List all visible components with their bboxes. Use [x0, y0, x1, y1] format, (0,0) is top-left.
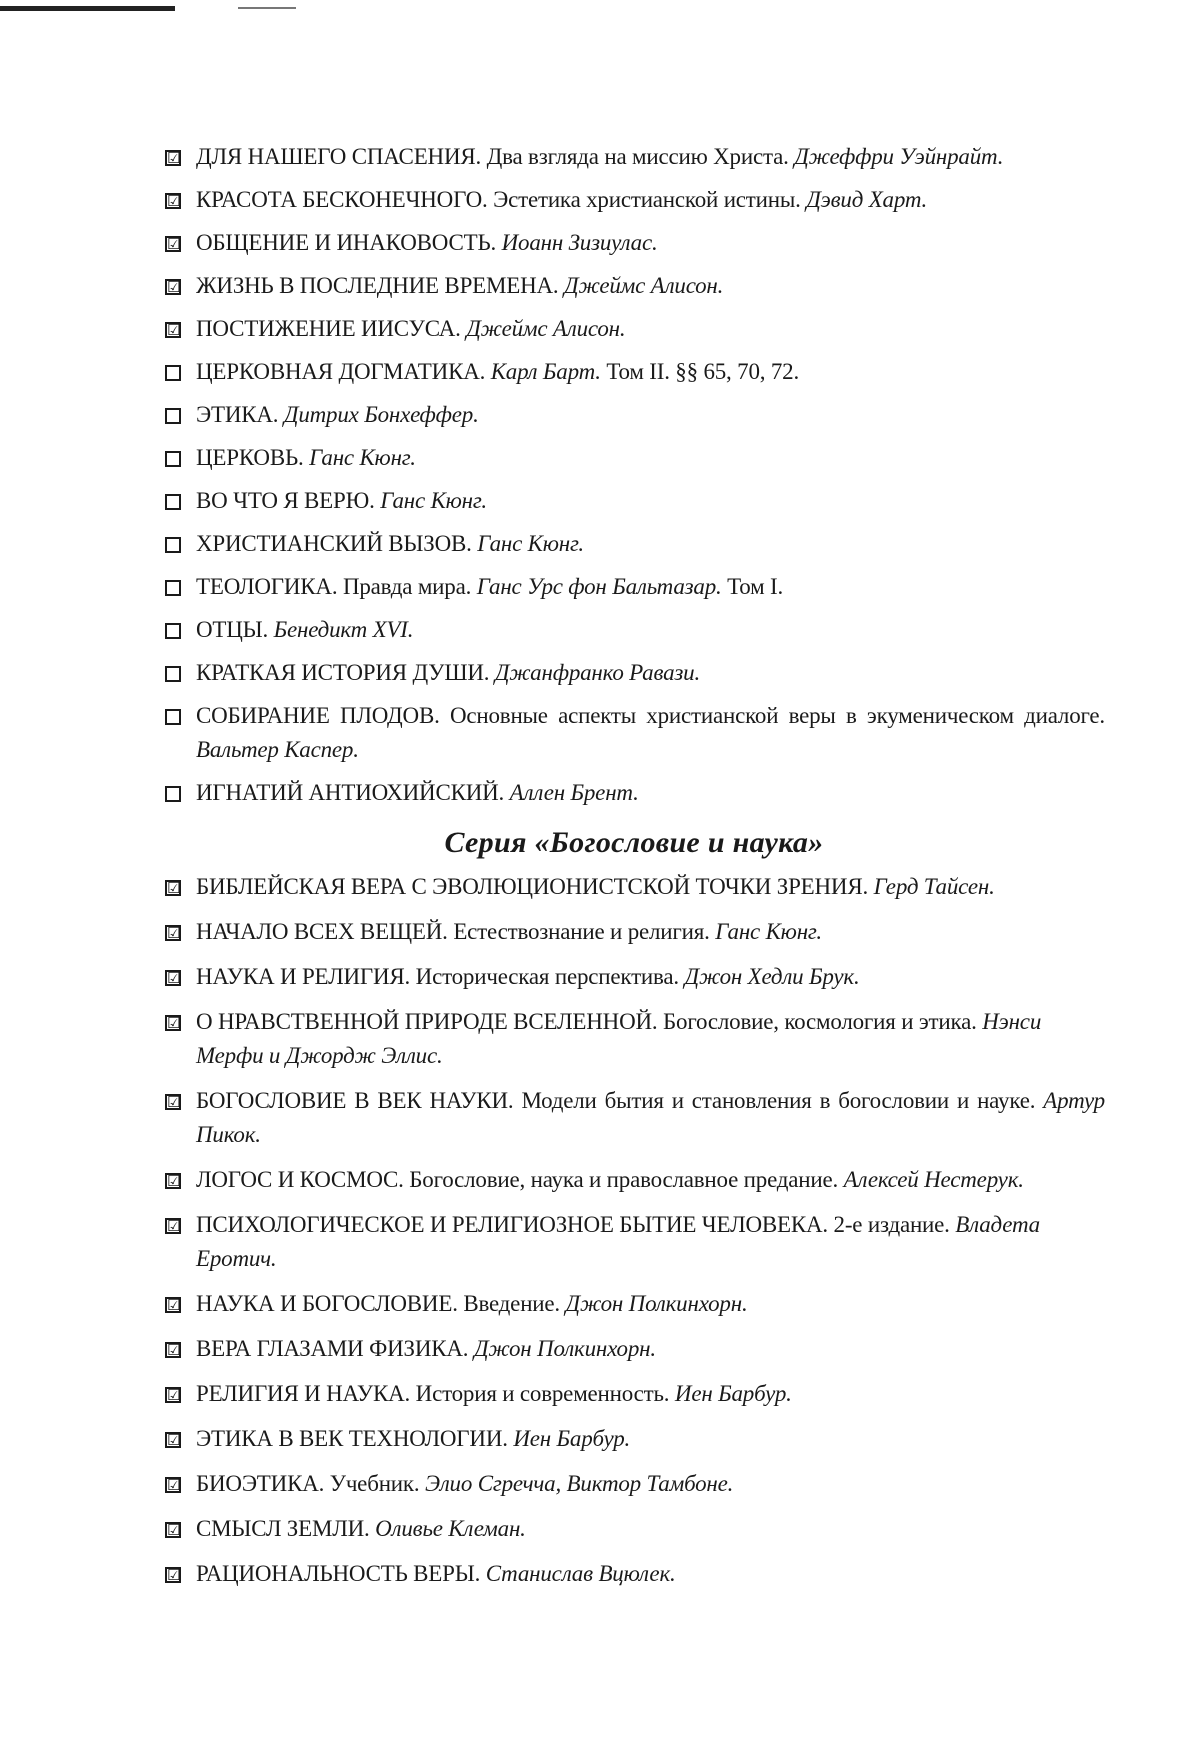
book-entry: [163, 398, 1105, 432]
book-author: Дитрих Бонхеффер.: [283, 402, 479, 427]
book-entry: [163, 1208, 1105, 1276]
book-author: Ганс Кюнг.: [715, 919, 822, 944]
book-author: Дэвид Харт.: [806, 187, 928, 212]
book-title: БИБЛЕЙСКАЯ ВЕРА С ЭВОЛЮЦИОНИСТСКОЙ ТОЧКИ ЗРЕНИЯ.: [196, 874, 869, 899]
book-title: ТЕОЛОГИКА.: [196, 574, 338, 599]
book-entry: [163, 1332, 1105, 1366]
book-entry: [163, 269, 1105, 303]
book-author: Аллен Брент.: [509, 780, 639, 805]
book-author: Иоанн Зизиулас.: [501, 230, 658, 255]
book-author: Иен Барбур.: [513, 1426, 631, 1451]
book-subtitle: Богословие, наука и православное предание.: [409, 1167, 839, 1192]
book-author: Ганс Кюнг.: [477, 531, 584, 556]
book-subtitle: Введение.: [463, 1291, 560, 1316]
book-entry: [163, 1512, 1105, 1546]
checked-box-icon: ☑: [167, 1014, 181, 1032]
book-title: ЖИЗНЬ В ПОСЛЕДНИЕ ВРЕМЕНА.: [196, 273, 559, 298]
scan-edge-mark: [0, 6, 175, 11]
book-title: О НРАВСТВЕННОЙ ПРИРОДЕ ВСЕЛЕННОЙ.: [196, 1009, 658, 1034]
book-title: ПСИХОЛОГИЧЕСКОЕ И РЕЛИГИОЗНОЕ БЫТИЕ ЧЕЛОВЕКА.: [196, 1212, 828, 1237]
book-entry: [163, 915, 1105, 949]
empty-box-icon: [165, 580, 181, 596]
book-title: ЭТИКА.: [196, 402, 279, 427]
book-title: СМЫСЛ ЗЕМЛИ.: [196, 1516, 370, 1541]
book-entry: [163, 1084, 1105, 1152]
book-title: КРАСОТА БЕСКОНЕЧНОГО.: [196, 187, 488, 212]
empty-box-icon: [165, 365, 181, 381]
empty-box-icon: [165, 494, 181, 510]
book-subtitle: Правда мира.: [342, 574, 472, 599]
empty-box-icon: [165, 537, 181, 553]
book-title: ПОСТИЖЕНИЕ ИИСУСА.: [196, 316, 461, 341]
book-subtitle: Богословие, космология и этика.: [663, 1009, 977, 1034]
empty-box-icon: [165, 451, 181, 467]
book-entry: [163, 312, 1105, 346]
checked-box-icon: ☑: [167, 1476, 181, 1494]
checked-box-icon: ☑: [167, 1386, 181, 1404]
book-author: Станислав Вцюлек.: [485, 1561, 676, 1586]
book-author: Карл Барт.: [490, 359, 601, 384]
book-entry: [163, 183, 1105, 217]
book-author: Бенедикт XVI.: [273, 617, 414, 642]
book-author: Иен Барбур.: [674, 1381, 792, 1406]
book-title: РАЦИОНАЛЬНОСТЬ ВЕРЫ.: [196, 1561, 481, 1586]
book-author: Ганс Урс фон Бальтазар.: [476, 574, 722, 599]
checked-box-icon: ☑: [167, 321, 181, 339]
book-title: ЦЕРКОВЬ.: [196, 445, 304, 470]
book-author: Ганс Кюнг.: [380, 488, 487, 513]
book-subtitle: Модели бытия и становления в богословии и науке.: [521, 1088, 1036, 1113]
book-entry: [163, 1005, 1105, 1073]
empty-box-icon: [165, 709, 181, 725]
checked-box-icon: ☑: [167, 1172, 181, 1190]
checked-box-icon: ☑: [167, 924, 181, 942]
checked-box-icon: ☑: [167, 879, 181, 897]
book-subtitle: Учебник.: [329, 1471, 420, 1496]
book-volume-info: Том II. §§ 65, 70, 72.: [606, 359, 799, 384]
book-title: ОТЦЫ.: [196, 617, 269, 642]
book-title: ХРИСТИАНСКИЙ ВЫЗОВ.: [196, 531, 472, 556]
book-entry: [163, 1377, 1105, 1411]
book-author: Вальтер Каспер.: [196, 737, 359, 762]
book-entry: [163, 484, 1105, 518]
book-entry: [163, 776, 1105, 810]
book-author: Джон Полкинхорн.: [473, 1336, 656, 1361]
book-entry: [163, 960, 1105, 994]
book-subtitle: Основные аспекты христианской веры в экуменическом диалоге.: [449, 703, 1105, 728]
book-title: НАЧАЛО ВСЕХ ВЕЩЕЙ.: [196, 919, 448, 944]
book-author: Ганс Кюнг.: [309, 445, 416, 470]
checked-box-icon: ☑: [167, 149, 181, 167]
book-entry: [163, 140, 1105, 174]
book-title: ЭТИКА В ВЕК ТЕХНОЛОГИИ.: [196, 1426, 508, 1451]
book-subtitle: 2-е издание.: [833, 1212, 950, 1237]
book-author: Джон Полкинхорн.: [565, 1291, 748, 1316]
book-author: Нэнси Мерфи и Джордж Эллис.: [196, 1009, 1042, 1068]
book-entry: [163, 1287, 1105, 1321]
book-entry: [163, 1467, 1105, 1501]
checked-box-icon: ☑: [167, 969, 181, 987]
book-title: СОБИРАНИЕ ПЛОДОВ.: [196, 703, 440, 728]
checked-box-icon: ☑: [167, 1566, 181, 1584]
book-author: Оливье Клеман.: [375, 1516, 526, 1541]
checked-box-icon: ☑: [167, 1431, 181, 1449]
book-title: РЕЛИГИЯ И НАУКА.: [196, 1381, 411, 1406]
book-title: НАУКА И БОГОСЛОВИЕ.: [196, 1291, 458, 1316]
book-title: ЛОГОС И КОСМОС.: [196, 1167, 404, 1192]
book-author: Элио Сгречча, Виктор Тамбоне.: [425, 1471, 734, 1496]
book-title: НАУКА И РЕЛИГИЯ.: [196, 964, 411, 989]
book-entry: [163, 1557, 1105, 1591]
checked-box-icon: ☑: [167, 1217, 181, 1235]
book-entry: [163, 441, 1105, 475]
checked-box-icon: ☑: [167, 1296, 181, 1314]
empty-box-icon: [165, 623, 181, 639]
book-volume-info: Том I.: [727, 574, 784, 599]
book-entry: [163, 355, 1105, 389]
book-title: БОГОСЛОВИЕ В ВЕК НАУКИ.: [196, 1088, 514, 1113]
book-entry: [163, 226, 1105, 260]
book-author: Джеймс Алисон.: [466, 316, 626, 341]
book-author: Джеффри Уэйнрайт.: [794, 144, 1004, 169]
book-author: Владета Еротич.: [196, 1212, 1040, 1271]
book-list-main: [163, 140, 1105, 810]
book-title: КРАТКАЯ ИСТОРИЯ ДУШИ.: [196, 660, 490, 685]
book-title: ДЛЯ НАШЕГО СПАСЕНИЯ.: [196, 144, 482, 169]
book-author: Джон Хедли Брук.: [684, 964, 860, 989]
book-list-theology-science: [163, 870, 1105, 1591]
book-catalog-page: [163, 140, 1105, 1602]
book-subtitle: Естествознание и религия.: [453, 919, 710, 944]
book-entry: [163, 527, 1105, 561]
book-subtitle: Эстетика христианской истины.: [493, 187, 801, 212]
empty-box-icon: [165, 666, 181, 682]
book-author: Джанфранко Равази.: [494, 660, 700, 685]
book-title: БИОЭТИКА.: [196, 1471, 325, 1496]
empty-box-icon: [165, 786, 181, 802]
checked-box-icon: ☑: [167, 192, 181, 210]
checked-box-icon: ☑: [167, 1521, 181, 1539]
book-subtitle: История и современность.: [415, 1381, 670, 1406]
book-entry: [163, 656, 1105, 690]
book-author: Артур Пикок.: [196, 1088, 1105, 1147]
checked-box-icon: ☑: [167, 235, 181, 253]
book-author: Джеймс Алисон.: [564, 273, 724, 298]
book-title: ВЕРА ГЛАЗАМИ ФИЗИКА.: [196, 1336, 469, 1361]
book-author: Герд Тайсен.: [873, 874, 995, 899]
series-heading: Серия «Богословие и наука»: [444, 826, 824, 859]
book-entry: [163, 1422, 1105, 1456]
checked-box-icon: ☑: [167, 1341, 181, 1359]
book-entry: [163, 570, 1105, 604]
book-entry: [163, 613, 1105, 647]
empty-box-icon: [165, 408, 181, 424]
scan-edge-mark-secondary: [238, 7, 296, 9]
checked-box-icon: ☑: [167, 278, 181, 296]
book-title: ОБЩЕНИЕ И ИНАКОВОСТЬ.: [196, 230, 497, 255]
book-title: ЦЕРКОВНАЯ ДОГМАТИКА.: [196, 359, 486, 384]
book-title: ВО ЧТО Я ВЕРЮ.: [196, 488, 375, 513]
checked-box-icon: ☑: [167, 1093, 181, 1111]
book-entry: [163, 870, 1105, 904]
book-subtitle: Два взгляда на миссию Христа.: [486, 144, 789, 169]
book-entry: [163, 699, 1105, 767]
book-title: ИГНАТИЙ АНТИОХИЙСКИЙ.: [196, 780, 505, 805]
book-entry: [163, 1163, 1105, 1197]
book-subtitle: Историческая перспектива.: [415, 964, 679, 989]
book-author: Алексей Нестерук.: [843, 1167, 1024, 1192]
